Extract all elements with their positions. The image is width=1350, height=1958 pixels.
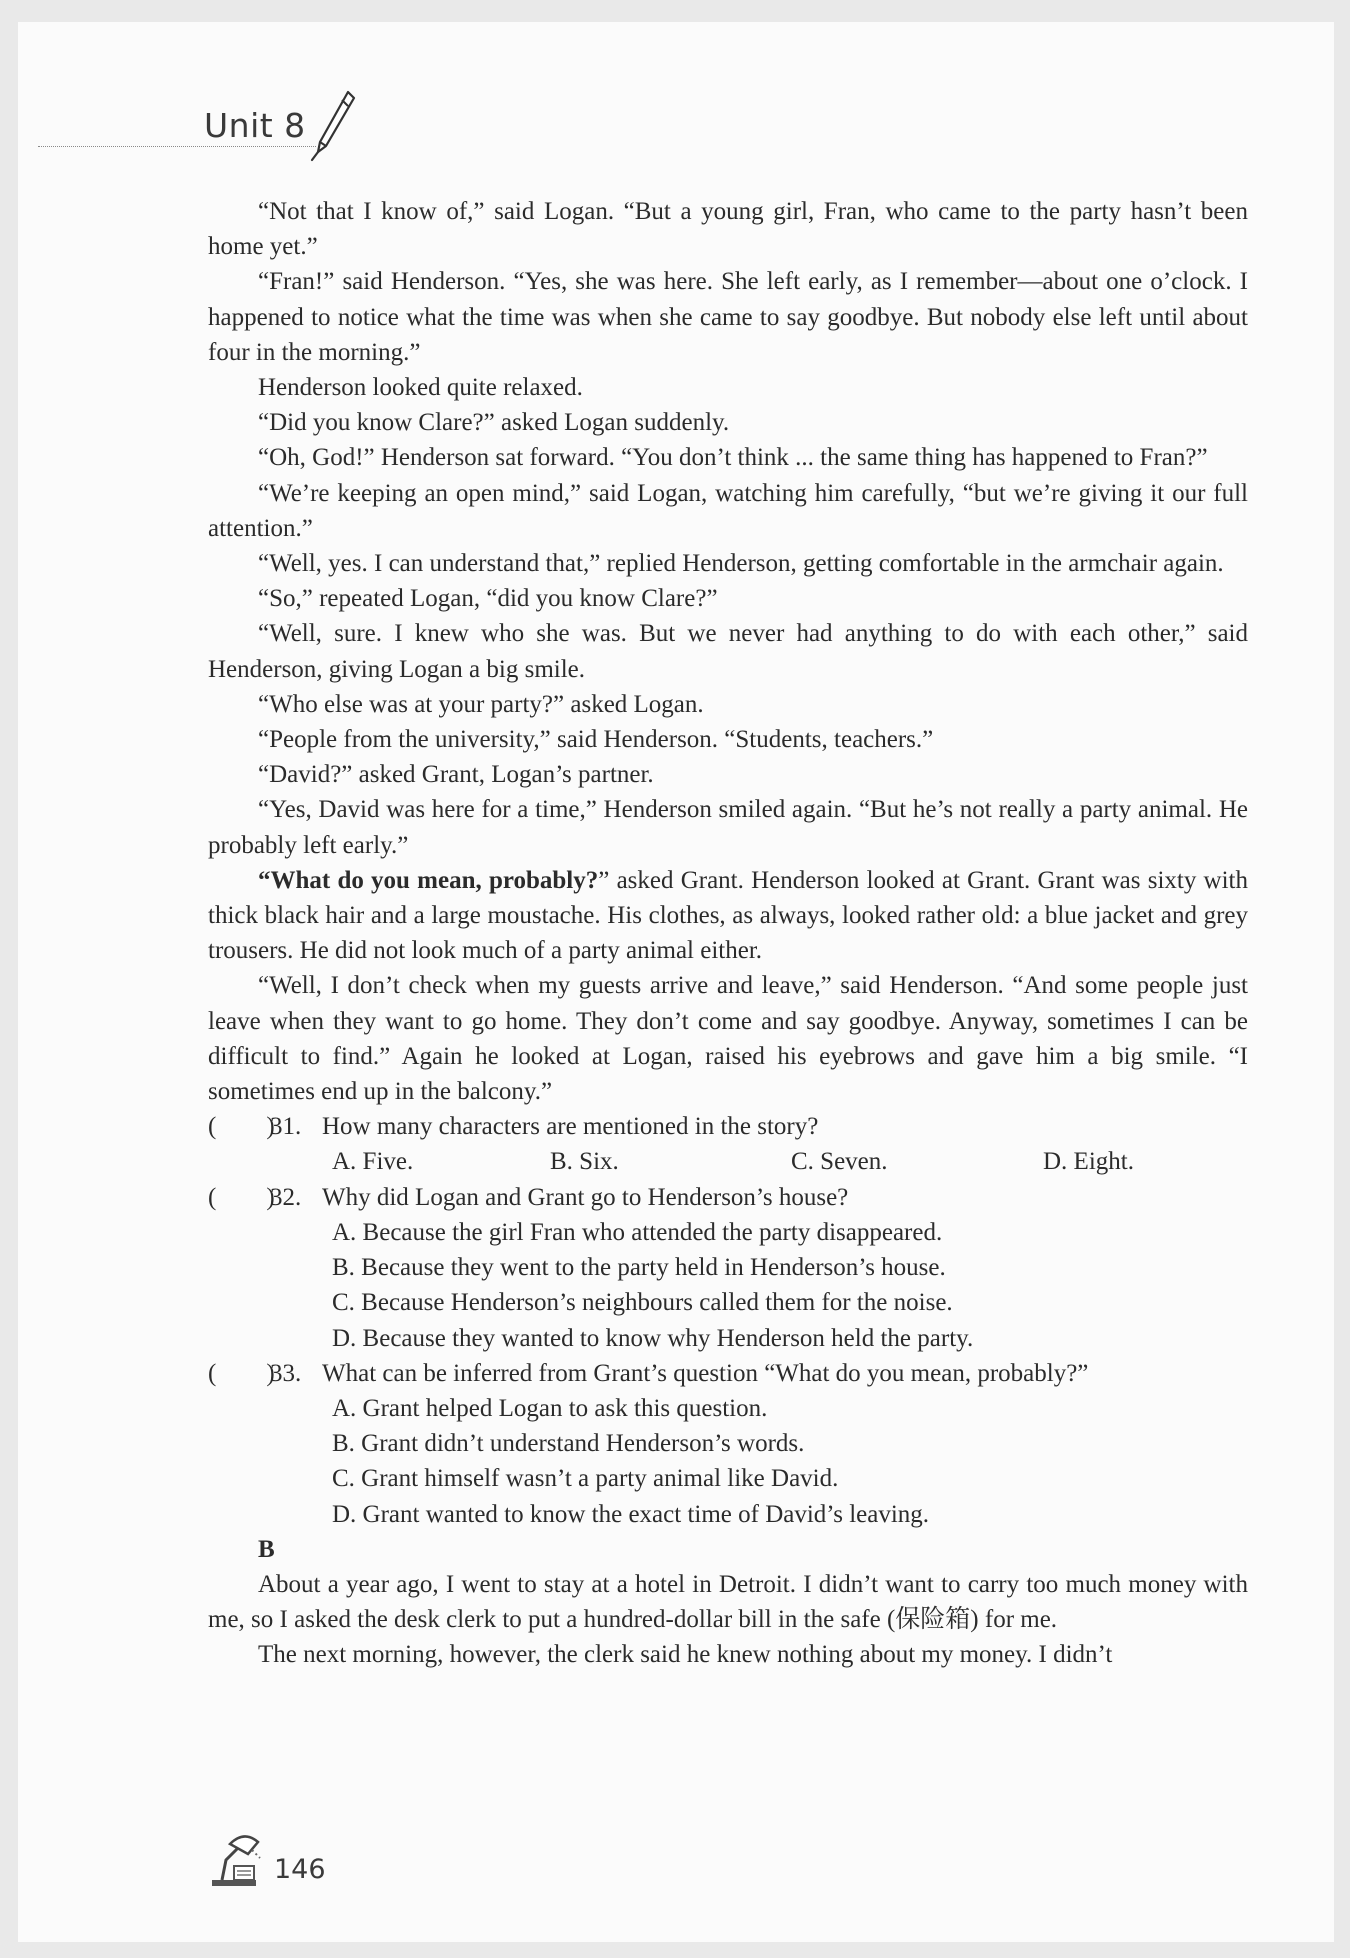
paragraph: Henderson looked quite relaxed. xyxy=(258,374,583,402)
paragraph: “David?” asked Grant, Logan’s partner. xyxy=(258,761,654,789)
paragraph: “People from the university,” said Henderson. “Students, teachers.” xyxy=(258,726,934,754)
paragraph-rest: ” asked Grant. Henderson looked at Grant. Grant was sixty with thick black hair and a large moustache. His clothes, as always, looked rather old: a blue jacket and grey trousers. He did not look much of a party animal either. xyxy=(208,866,1248,965)
option-d[interactable]: D. Grant wanted to know the exact time of David’s leaving. xyxy=(332,1500,930,1528)
paragraph: “Who else was at your party?” asked Logan. xyxy=(258,690,704,718)
paragraph: “Not that I know of,” said Logan. “But a young girl, Fran, who came to the party hasn’t been home yet.” xyxy=(208,198,1248,261)
question-number: 31. xyxy=(270,1113,302,1141)
paragraph: “Did you know Clare?” asked Logan suddenly. xyxy=(258,409,730,437)
unit-title: Unit 8 xyxy=(204,106,306,145)
options-31 xyxy=(208,1144,1248,1179)
page-number: 146 xyxy=(274,1854,326,1885)
section-title: B xyxy=(258,1535,275,1563)
page-content xyxy=(208,194,1248,1673)
question-32 xyxy=(208,1180,1248,1215)
question-text: What can be inferred from Grant’s question “What do you mean, probably?” xyxy=(322,1359,1089,1387)
option-d[interactable]: D. Because they wanted to know why Henderson held the party. xyxy=(332,1324,974,1352)
question-number: 32. xyxy=(270,1183,302,1211)
option-c[interactable]: C. Grant himself wasn’t a party animal like David. xyxy=(332,1465,839,1493)
option-c[interactable]: C. Seven. xyxy=(791,1148,888,1176)
question-33 xyxy=(208,1356,1248,1391)
question-number: 33. xyxy=(270,1359,302,1387)
option-a[interactable]: A. Because the girl Fran who attended the party disappeared. xyxy=(332,1218,943,1246)
paragraph: “Oh, God!” Henderson sat forward. “You don’t think ... the same thing has happened to Fran?” xyxy=(258,444,1208,472)
pen-icon xyxy=(308,90,356,162)
paragraph xyxy=(208,863,1248,969)
option-d[interactable]: D. Eight. xyxy=(1043,1148,1134,1176)
paragraph: About a year ago, I went to stay at a hotel in Detroit. I didn’t want to carry too much money with me, so I asked the desk clerk to put a hundred-dollar bill in the safe (保险箱) for me. xyxy=(208,1570,1248,1634)
answer-bracket[interactable]: ( ) xyxy=(208,1359,275,1387)
bold-question: “What do you mean, probably? xyxy=(258,866,599,894)
question-text: How many characters are mentioned in the story? xyxy=(322,1113,819,1141)
question-text: Why did Logan and Grant go to Henderson’s house? xyxy=(322,1183,849,1211)
paragraph: “Fran!” said Henderson. “Yes, she was here. She left early, as I remember—about one o’clock. I happened to notice what the time was when she came to say goodbye. But nobody else left until about four in the morning.” xyxy=(208,268,1248,366)
option-c[interactable]: C. Because Henderson’s neighbours called them for the noise. xyxy=(332,1289,953,1317)
paragraph: “We’re keeping an open mind,” said Logan, watching him carefully, “but we’re giving it our full attention.” xyxy=(208,479,1248,542)
paragraph: “Well, I don’t check when my guests arrive and leave,” said Henderson. “And some people just leave when they want to go home. They don’t come and say goodbye. Anyway, sometimes I can be difficult to find.” Again he looked at Logan, raised his eyebrows and gave him a big smile. “I sometimes end up in the balcony.” xyxy=(208,972,1248,1106)
answer-bracket[interactable]: ( ) xyxy=(208,1183,275,1211)
header-rule xyxy=(38,146,316,147)
question-31 xyxy=(208,1109,1248,1144)
paragraph: “Well, yes. I can understand that,” replied Henderson, getting comfortable in the armchair again. xyxy=(258,550,1224,578)
option-a[interactable]: A. Grant helped Logan to ask this question. xyxy=(332,1394,768,1422)
option-a[interactable]: A. Five. xyxy=(332,1148,414,1176)
option-b[interactable]: B. Grant didn’t understand Henderson’s words. xyxy=(332,1430,805,1458)
paragraph: The next morning, however, the clerk said he knew nothing about my money. I didn’t xyxy=(258,1641,1113,1669)
option-b[interactable]: B. Six. xyxy=(550,1148,619,1176)
paragraph: “Well, sure. I knew who she was. But we never had anything to do with each other,” said Henderson, giving Logan a big smile. xyxy=(208,620,1248,683)
option-b[interactable]: B. Because they went to the party held in Henderson’s house. xyxy=(332,1254,946,1282)
paragraph: “So,” repeated Logan, “did you know Clare?” xyxy=(258,585,718,613)
desk-lamp-icon xyxy=(208,1830,268,1888)
page xyxy=(18,22,1334,1942)
answer-bracket[interactable]: ( ) xyxy=(208,1113,275,1141)
paragraph: “Yes, David was here for a time,” Henderson smiled again. “But he’s not really a party animal. He probably left early.” xyxy=(208,796,1248,859)
